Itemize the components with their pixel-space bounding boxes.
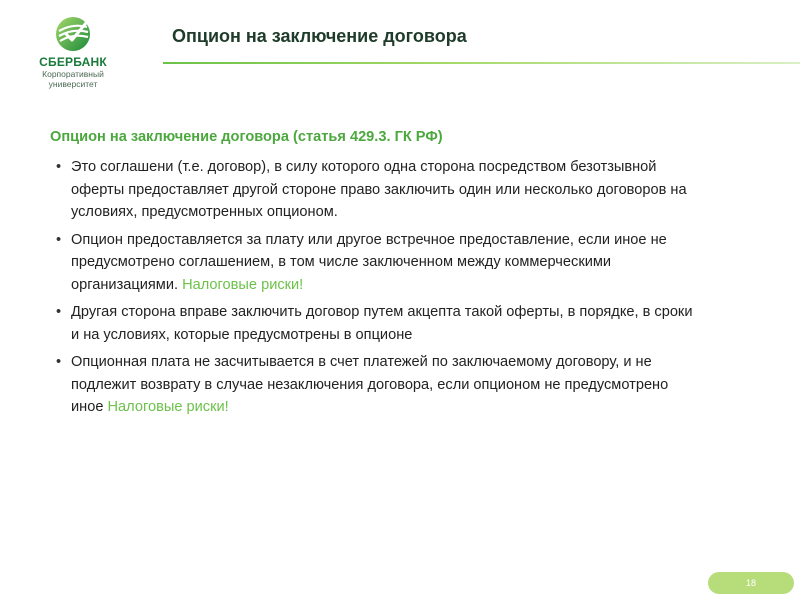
bullet-text: Другая сторона вправе заключить договор путем акцепта такой оферты, в порядке, в сроки и на условиях, которые предусмотрены в опционе (71, 304, 693, 343)
sberbank-logo-icon (53, 14, 93, 54)
bullet-dot-icon: • (56, 304, 62, 320)
logo-subtitle-line1: Корпоративный (42, 69, 104, 79)
logo-name: СБЕРБАНК (39, 55, 107, 69)
logo-subtitle-line2: университет (48, 79, 98, 89)
page-number-badge: 18 (708, 572, 794, 594)
bullet-text: Это соглашени (т.е. договор), в силу которого одна сторона посредством безотзывной оферты предоставляет другой стороне право заключить один или несколько договоров на условиях, предусмотренных опционом. (71, 159, 687, 220)
bullet-list (50, 156, 700, 419)
slide-content (50, 128, 700, 424)
bullet-text: Опцион предоставляется за плату или другое встречное предоставление, если иное не предусмотрено соглашением, в том числе заключенном между коммерческими организациями. (71, 231, 667, 293)
bullet-item-4 (50, 351, 700, 419)
content-subtitle: Опцион на заключение договора (статья 429.3. ГК РФ) (50, 129, 443, 145)
bullet-dot-icon: • (56, 231, 62, 248)
tax-risk-note: Налоговые риски! (107, 399, 229, 415)
bullet-item-3 (50, 301, 700, 346)
bullet-item-2 (50, 229, 700, 297)
bullet-dot-icon: • (56, 354, 62, 370)
slide-title: Опцион на заключение договора (172, 26, 467, 46)
tax-risk-note: Налоговые риски! (182, 276, 304, 293)
bullet-dot-icon: • (56, 159, 62, 175)
header-divider (163, 62, 800, 64)
bullet-text: Опционная плата не засчитывается в счет платежей по заключаемому договору, и не подлежит возврату в случае незаключения договора, если опционом не предусмотрено иное (71, 354, 669, 415)
bullet-item-1 (50, 156, 700, 224)
sberbank-logo (30, 14, 116, 89)
